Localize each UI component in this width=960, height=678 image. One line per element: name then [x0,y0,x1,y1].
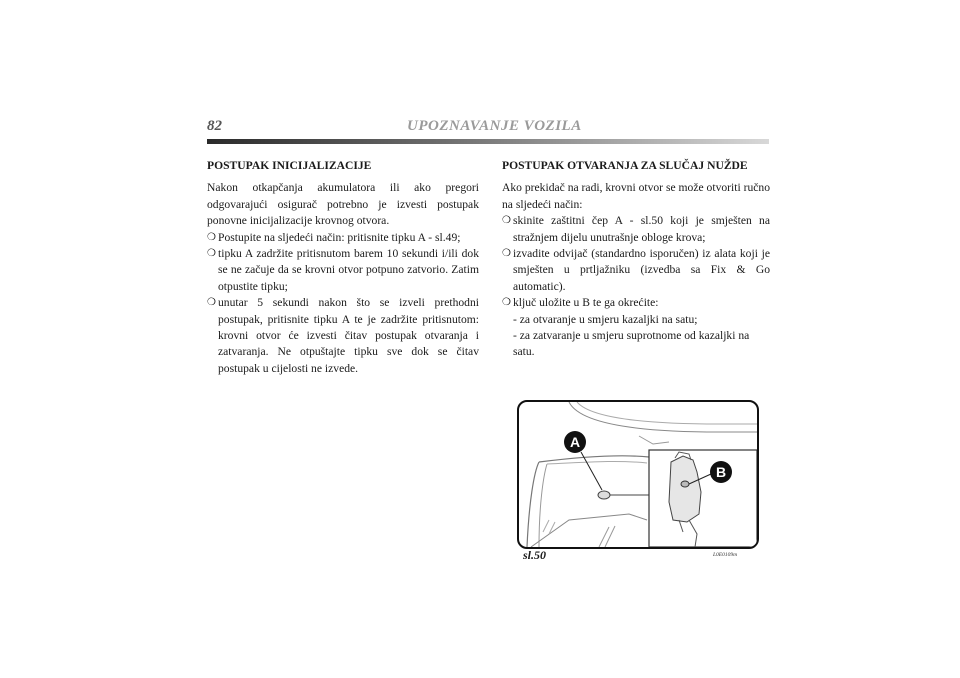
page-header [207,116,767,138]
intro-paragraph: Ako prekidač na radi, krovni otvor se može otvoriti ručno na sljedeći način: [502,181,770,211]
list-item: ❍ unutar 5 sekundi nakon što se izveli prethodni postupak, pritisnite tipku A te je zadržite pritisnutom: krovni otvor će izvesti čitav postupak otvaranja i zatvaranja. Ne otpuštajte tipku sve dok se čitav postupak u cijelosti ne izvede. [207,296,479,375]
section-title: UPOZNAVANJE VOZILA [407,118,582,134]
sub-item: - za otvaranje u smjeru kazaljki na satu; [513,312,698,326]
list-item: ❍ skinite zaštitni čep A - sl.50 koji je smješten na stražnjem dijelu unutrašnje obloge krova; [502,214,770,244]
bullet-circle-icon: ❍ [207,248,216,260]
figure-caption: sl.50 [523,548,547,562]
page-number: 82 [207,118,222,134]
figure-sunroof-illustration [517,400,759,549]
list-item: ❍ ključ uložite u B te ga okrećite: [502,295,770,311]
callout-a-label: A [569,434,581,450]
bullet-circle-icon: ❍ [207,297,216,309]
list-item: ❍ tipku A zadržite pritisnutom barem 10 sekundi i/ili dok se ne začuje da se krovni otvor potpuno zatvorio. Zatim otpustite tipku; [207,247,479,293]
intro-paragraph: Nakon otkapčanja akumulatora ili ako pregori odgovarajući osigurač potrebno je izvesti postupak ponovne inicijalizacije krovnog otvora. [207,181,479,228]
heading-emergency-opening: POSTUPAK OTVARANJA ZA SLUČAJ NUŽDE [502,159,748,172]
list-item: ❍ Postupite na sljedeći način: pritisnite tipku A - sl.49; [207,230,479,246]
bullet-circle-icon: ❍ [502,248,511,260]
right-column [502,158,770,361]
figure-code: L0E0109m [713,552,738,558]
bullet-circle-icon: ❍ [502,297,511,309]
left-column [207,158,479,377]
bullet-circle-icon: ❍ [207,231,216,243]
sunroof-illustration [519,402,757,547]
list-item: ❍ izvadite odvijač (standardno isporučen) iz alata koji je smješten u prtljažniku (izvedba sa Fix & Go automatic). [502,247,770,293]
sub-item: - za zatvaranje u smjeru suprotnome od kazaljki na satu. [513,329,750,359]
callout-b-label: B [715,464,727,480]
header-rule [207,139,769,144]
heading-initialization: POSTUPAK INICIJALIZACIJE [207,159,372,172]
bullet-circle-icon: ❍ [502,215,511,227]
